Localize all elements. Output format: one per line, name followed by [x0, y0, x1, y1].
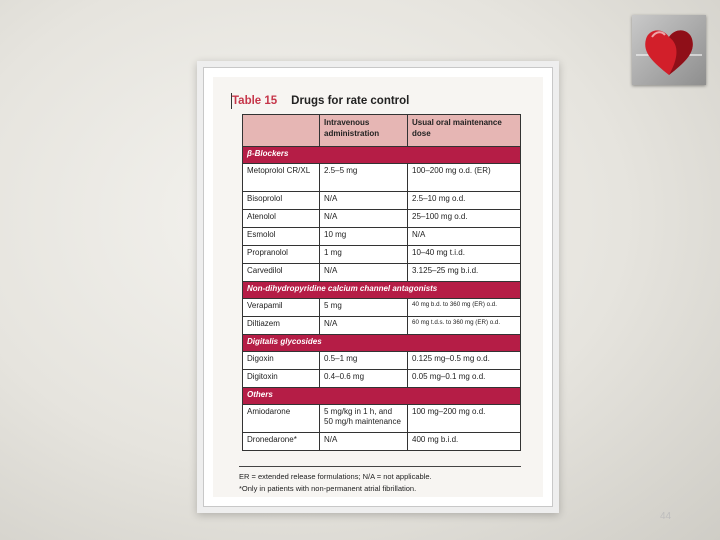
oral-cell: 10–40 mg t.i.d.: [408, 246, 521, 264]
oral-cell: 400 mg b.i.d.: [408, 433, 521, 451]
iv-cell: N/A: [320, 433, 408, 451]
oral-cell: 100–200 mg o.d. (ER): [408, 164, 521, 192]
table-row: [243, 317, 521, 335]
footnote-abbreviations: ER = extended release formulations; N/A = not applicable.: [239, 472, 432, 481]
table-sheet: [213, 77, 543, 497]
drug-cell: Amiodarone: [243, 405, 320, 433]
iv-cell: 0.4–0.6 mg: [320, 370, 408, 388]
heart-ecg-logo-icon: [632, 15, 706, 85]
drug-cell: Verapamil: [243, 299, 320, 317]
group-label: Others: [243, 388, 521, 405]
group-row: [243, 282, 521, 299]
drug-cell: Propranolol: [243, 246, 320, 264]
table-row: [243, 246, 521, 264]
group-row: [243, 147, 521, 164]
column-header-oral: Usual oral maintenance dose: [408, 115, 521, 147]
table-row: [243, 370, 521, 388]
column-header-drug: [243, 115, 320, 147]
iv-cell: N/A: [320, 264, 408, 282]
drug-cell: Metoprolol CR/XL: [243, 164, 320, 192]
oral-cell: 0.05 mg–0.1 mg o.d.: [408, 370, 521, 388]
drugs-table: [242, 114, 521, 451]
footnote-dronedarone: *Only in patients with non-permanent atrial fibrillation.: [239, 484, 417, 493]
table-image-frame: [203, 67, 553, 507]
iv-cell: N/A: [320, 192, 408, 210]
table-title: [232, 95, 409, 107]
column-header-intravenous: Intravenous administration: [320, 115, 408, 147]
table-footnotes: [239, 466, 521, 495]
iv-cell: 10 mg: [320, 228, 408, 246]
drug-cell: Digitoxin: [243, 370, 320, 388]
drug-cell: Esmolol: [243, 228, 320, 246]
table-row: [243, 228, 521, 246]
table-header-row: [243, 115, 521, 147]
table-row: [243, 352, 521, 370]
table-caption: Drugs for rate control: [291, 95, 410, 107]
table-row: [243, 299, 521, 317]
page-number: 44: [660, 511, 672, 522]
table-number: Table 15: [232, 95, 278, 107]
group-label: Non-dihydropyridine calcium channel antagonists: [243, 282, 521, 299]
oral-cell: 2.5–10 mg o.d.: [408, 192, 521, 210]
drug-cell: Carvedilol: [243, 264, 320, 282]
drug-cell: Bisoprolol: [243, 192, 320, 210]
iv-cell: 1 mg: [320, 246, 408, 264]
table-row: [243, 264, 521, 282]
group-row: [243, 335, 521, 352]
group-row: [243, 388, 521, 405]
drug-cell: Atenolol: [243, 210, 320, 228]
oral-cell: 3.125–25 mg b.i.d.: [408, 264, 521, 282]
table-row: [243, 210, 521, 228]
group-label: β-Blockers: [243, 147, 521, 164]
iv-cell: N/A: [320, 210, 408, 228]
oral-cell: 40 mg b.d. to 360 mg (ER) o.d.: [408, 299, 521, 317]
iv-cell: 2.5–5 mg: [320, 164, 408, 192]
oral-cell: 25–100 mg o.d.: [408, 210, 521, 228]
group-label: Digitalis glycosides: [243, 335, 521, 352]
oral-cell: N/A: [408, 228, 521, 246]
drug-cell: Dronedarone*: [243, 433, 320, 451]
table-row: [243, 192, 521, 210]
oral-cell: 60 mg t.d.s. to 360 mg (ER) o.d.: [408, 317, 521, 335]
iv-cell: 0.5–1 mg: [320, 352, 408, 370]
table-row: [243, 433, 521, 451]
table-row: [243, 164, 521, 192]
iv-cell: N/A: [320, 317, 408, 335]
table-row: [243, 405, 521, 433]
drug-cell: Diltiazem: [243, 317, 320, 335]
iv-cell: 5 mg/kg in 1 h, and 50 mg/h maintenance: [320, 405, 408, 433]
iv-cell: 5 mg: [320, 299, 408, 317]
oral-cell: 0.125 mg–0.5 mg o.d.: [408, 352, 521, 370]
drug-cell: Digoxin: [243, 352, 320, 370]
oral-cell: 100 mg–200 mg o.d.: [408, 405, 521, 433]
